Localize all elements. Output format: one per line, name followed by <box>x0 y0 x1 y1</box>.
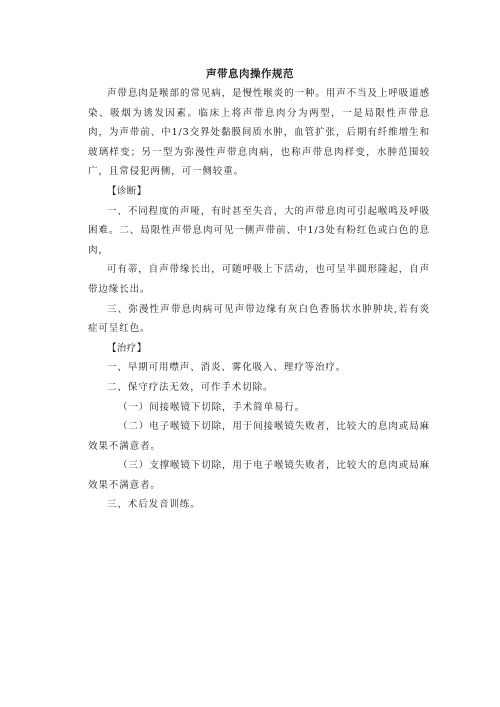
treatment-item-1: 一、早期可用噤声、消炎、雾化吸入、理疗等治疗。 <box>107 362 347 374</box>
treatment-subitem-1: （一）间接喉镜下切除，手术简单易行。 <box>118 401 306 413</box>
treatment-subitem-2: （二）电子喉镜下切除，用于间接喉镜失败者，比较大的息肉或局麻效果不满意者。 <box>88 421 431 452</box>
treatment-subitem-3: （三）支撑喉镜下切除，用于电子喉镜失败者，比较大的息肉或局麻效果不满意者。 <box>88 460 431 491</box>
diagnosis-item-1-2: 一、不同程度的声哑，有时甚至失音，大的声带息肉可引起喉鸣及呼吸困难。二、局限性声带息肉可见一侧声带前、中1/3处有粉红色或白色的息肉， <box>88 205 430 256</box>
intro-paragraph: 声带息肉是喉部的常见病，是慢性喉炎的一种。用声不当及上呼吸道感染、吸烟为诱发因素。临床上将声带息肉分为两型，一是局限性声带息肉，为声带前、中1/3交界处黏膜间质水肿，血管扩张，后期有纤维增生和玻璃样变；另一型为弥漫性声带息肉病，也称声带息肉样变，水肿范围较广，且常侵犯两侧，可一侧较重。 <box>88 88 430 178</box>
diagnosis-item-2-continued: 可有蒂，自声带缘长出，可随呼吸上下活动，也可呈半圆形隆起，自声带边缘长出。 <box>88 264 430 295</box>
treatment-heading: 【治疗】 <box>107 342 147 354</box>
treatment-item-2: 二、保守疗法无效，可作手术切除。 <box>107 381 274 393</box>
diagnosis-heading: 【诊断】 <box>107 185 147 197</box>
document-body <box>88 84 430 515</box>
document-title: 声带息肉操作规范 <box>206 68 294 80</box>
diagnosis-item-3: 三、弥漫性声带息肉病可见声带边缘有灰白色香肠状水肿肿块,若有炎症可呈红色。 <box>88 303 430 335</box>
treatment-item-3: 三、术后发音训练。 <box>107 499 201 511</box>
